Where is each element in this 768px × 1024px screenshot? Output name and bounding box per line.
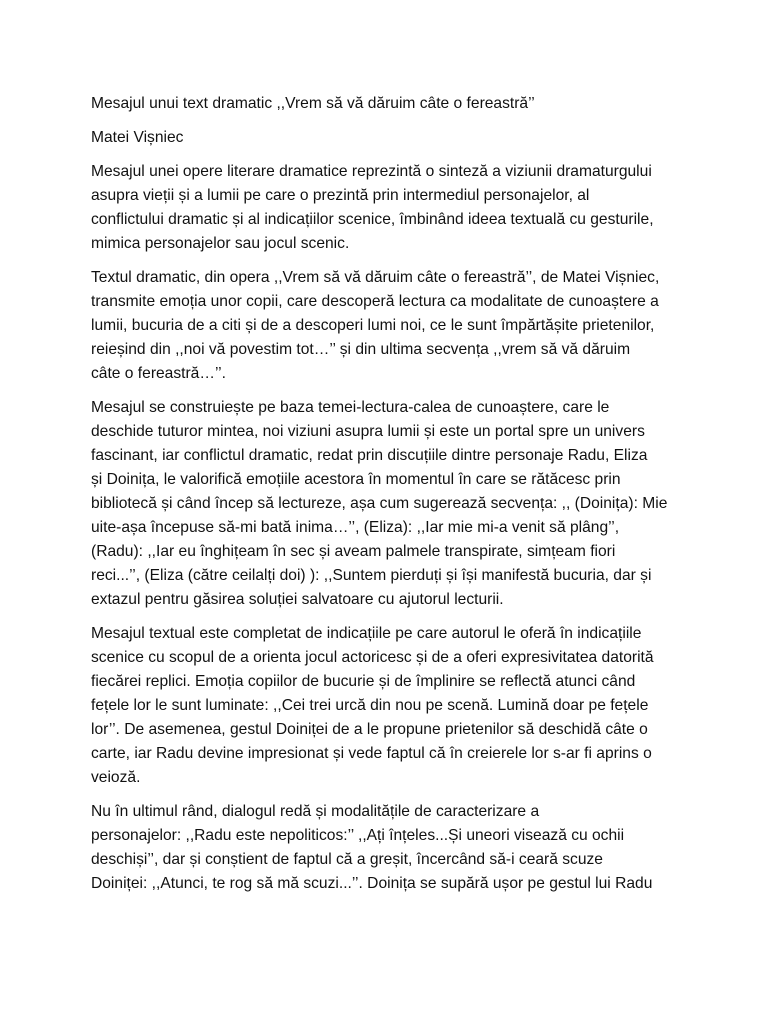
paragraph-1 [91,160,691,256]
text-line: Mesajul textual este completat de indicațiile pe care autorul le oferă în indicațiile [91,625,642,642]
title-line: Mesajul unui text dramatic ,,Vrem să vă dăruim câte o fereastră’’ [91,95,535,112]
text-line: uite-așa începuse să-mi bată inima…’’, (Eliza): ,,Iar mie mi-a venit să plâng’’, [91,519,620,536]
text-line: fascinant, iar conflictul dramatic, redat prin discuțiile dintre personaje Radu, Eliza [91,447,648,464]
document-title [91,92,691,116]
text-line: (Radu): ,,Iar eu înghițeam în sec și aveam palmele transpirate, simțeam fiori [91,543,616,560]
text-line: conflictului dramatic și al indicațiilor scenice, îmbinând ideea textuală cu gesturile, [91,211,654,228]
text-line: și Doinița, le valorifică emoțiile acestora în momentul în care se rătăcesc prin [91,471,621,488]
text-line: câte o fereastră…’’. [91,365,226,382]
paragraph-3 [91,396,691,612]
text-line: deschide tuturor mintea, noi viziuni asupra lumii și este un portal spre un univers [91,423,645,440]
paragraph-4 [91,622,691,790]
text-line: transmite emoția unor copii, care descoperă lectura ca modalitate de cunoaștere a [91,293,659,310]
paragraph-5 [91,800,691,896]
text-line: reci...’’, (Eliza (către ceilalți doi) ): ,,Suntem pierduți și își manifestă bucuria, dar și [91,567,652,584]
text-line: scenice cu scopul de a orienta jocul actoricesc și de a oferi expresivitatea datorită [91,649,654,666]
text-line: Doiniței: ,,Atunci, te rog să mă scuzi...’’. Doinița se supără ușor pe gestul lui Radu [91,875,653,892]
text-line: Mesajul unei opere literare dramatice reprezintă o sinteză a viziunii dramaturgului [91,163,652,180]
text-line: fiecărei replici. Emoția copiilor de bucurie și de împlinire se reflectă atunci când [91,673,636,690]
text-line: lumii, bucuria de a citi și de a descoperi lumi noi, ce le sunt împărtășite prietenilor, [91,317,655,334]
document-body [91,92,691,906]
text-line: bibliotecă și când încep să lectureze, așa cum sugerează secvența: ,, (Doinița): Mie [91,495,668,512]
text-line: deschiși’’, dar și conștient de faptul că a greșit, încercând să-i ceară scuze [91,851,603,868]
text-line: Mesajul se construiește pe baza temei-lectura-calea de cunoaștere, care le [91,399,610,416]
text-line: veioză. [91,769,141,786]
text-line: personajelor: ,,Radu este nepoliticos:’’ ,,Ați înțeles...Și uneori visează cu ochii [91,827,625,844]
text-line: fețele lor le sunt luminate: ,,Cei trei urcă din nou pe scenă. Lumină doar pe fețele [91,697,649,714]
text-line: reieșind din ,,noi vă povestim tot…’’ și din ultima secvența ,,vrem să vă dăruim [91,341,631,358]
text-line: lor’’. De asemenea, gestul Doiniței de a le propune prietenilor să deschidă câte o [91,721,648,738]
text-line: asupra vieții și a lumii pe care o prezintă prin intermediul personajelor, al [91,187,590,204]
paragraph-2 [91,266,691,386]
document-author [91,126,691,150]
text-line: extazul pentru găsirea soluției salvatoare cu ajutorul lecturii. [91,591,504,608]
text-line: Textul dramatic, din opera ,,Vrem să vă dăruim câte o fereastră’’, de Matei Vișniec, [91,269,660,286]
author-line: Matei Vișniec [91,129,184,146]
text-line: Nu în ultimul rând, dialogul redă și modalitățile de caracterizare a [91,803,540,820]
text-line: mimica personajelor sau jocul scenic. [91,235,350,252]
text-line: carte, iar Radu devine impresionat și vede faptul că în creierele lor s-ar fi aprins o [91,745,652,762]
